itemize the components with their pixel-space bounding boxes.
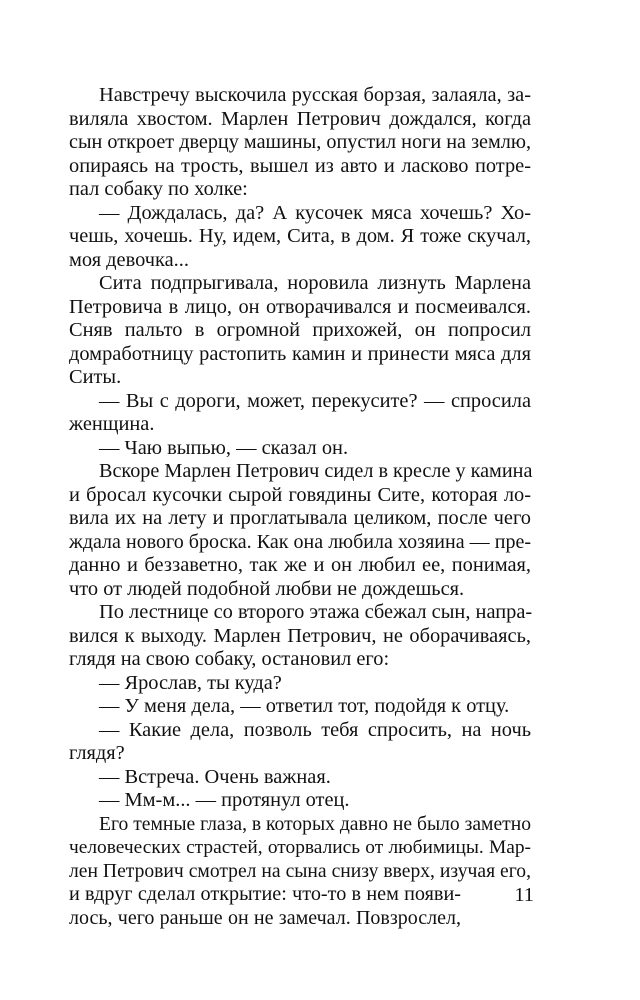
text-line: — Какие дела, позволь тебя спросить, на ночь	[99, 718, 531, 741]
text-line: Ситы.	[69, 366, 122, 388]
text-line: — Чаю выпью, — сказал он.	[99, 436, 349, 459]
text-line: Сняв пальто в огромной прихожей, он попросил	[69, 319, 531, 341]
text-line: — Мм-м... — протянул отец.	[99, 789, 350, 811]
text-line: ждала нового броска. Как она любила хозяина — пре-	[69, 530, 531, 553]
text-line: домработницу растопить камин и принести мяса для	[69, 342, 531, 365]
text-line: человеческих страстей, оторвались от любимицы. Мар-	[69, 837, 531, 858]
text-line: опираясь на трость, вышел из авто и ласково потре-	[69, 154, 531, 177]
text-line: Сита подпрыгивала, норовила лизнуть Марлена	[99, 272, 531, 294]
text-line: что от людей подобной любви не дождешься.	[69, 577, 465, 600]
text-line: чешь, хочешь. Ну, идем, Сита, в дом. Я тоже скучал,	[69, 225, 531, 247]
text-line: глядя?	[69, 742, 125, 764]
text-line: сын откроет дверцу машины, опустил ноги на землю,	[69, 131, 531, 153]
text-line: лось, чего раньше он не замечал. Повзрослел,	[69, 906, 461, 929]
text-line: Его темные глаза, в которых давно не было заметно	[99, 813, 531, 835]
text-line: данно и беззаветно, так же и он любил ее, понимая,	[69, 554, 531, 576]
text-line: вился к выходу. Марлен Петрович, не оборачиваясь,	[69, 624, 531, 647]
text-line: моя девочка...	[69, 248, 189, 271]
text-line: и вдруг сделал открытие: что-то в нем появи-	[69, 883, 461, 905]
text-line: виляла хвостом. Марлен Петрович дождался, когда	[69, 107, 531, 130]
text-line: лен Петрович смотрел на сына снизу вверх, изучая его,	[69, 860, 531, 882]
text-line: — Ярослав, ты куда?	[99, 671, 282, 694]
text-line: женщина.	[69, 413, 155, 435]
text-line: Навстречу выскочила русская борзая, залаяла, за-	[99, 84, 531, 106]
text-line: — У меня дела, — ответил тот, подойдя к отцу.	[99, 695, 510, 717]
text-line: — Вы с дороги, может, перекусите? — спросила	[99, 389, 531, 412]
text-line: вила их на лету и проглатывала целиком, после чего	[69, 507, 531, 529]
body-text	[69, 84, 531, 930]
text-line: и бросал кусочки сырой говядины Сите, которая ло-	[69, 483, 531, 506]
page-number: 11	[514, 884, 534, 906]
text-line: — Дождалась, да? А кусочек мяса хочешь? Хо-	[99, 201, 531, 224]
text-line: Вскоре Марлен Петрович сидел в кресле у камина	[99, 460, 533, 482]
text-line: Петровича в лицо, он отворачивался и посмеивался.	[69, 295, 531, 318]
text-line: По лестнице со второго этажа сбежал сын, напра-	[99, 601, 533, 623]
text-line: глядя на свою собаку, остановил его:	[69, 648, 390, 670]
text-line: — Встреча. Очень важная.	[99, 765, 331, 788]
text-line: пал собаку по холке:	[69, 178, 248, 200]
